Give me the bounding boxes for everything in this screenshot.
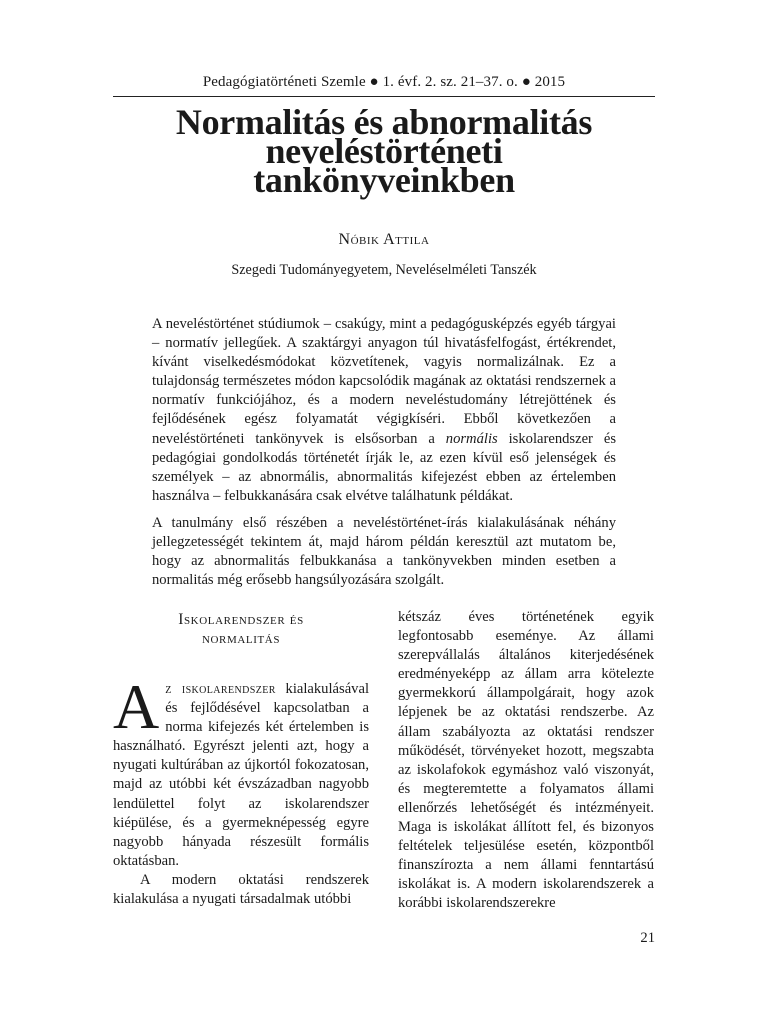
- author-affiliation: Szegedi Tudományegyetem, Neveléselméleti Tanszék: [231, 262, 537, 278]
- body-paragraph-1-text: kialakulásával és fejlődésével kapcsolatban a norma kifejezés két értelemben is használható. Egyrészt jelenti azt, hogy a nyugati kultúrában az újkortól fokozatosan, majd az utóbbi két évszázadban nagyobb lendülettel folyt az iskolarendszer kiépülése, és a gyermeknépesség egyre nagyobb hányada részesült formális oktatásban.: [113, 681, 369, 869]
- running-head: Pedagógiatörténeti Szemle ● 1. évf. 2. sz. 21–37. o. ● 2015: [202, 74, 566, 90]
- abstract-text-after: iskolarendszer és pedagógiai gondolkodás történetét írják le, az ezen kívül eső jelenségek és személyek – az abnormális, abnormalitás kifejezést ebben az értelemben használva – felbukkanására csak elvétve találhatunk példákat.: [152, 430, 616, 504]
- lead-in-text: z iskolarendszer: [165, 681, 276, 697]
- title-line-1: Normalitás és abnormalitás: [175, 102, 593, 142]
- body-paragraph-2-text-right: kétszáz éves történetének egyik legfontosabb eseménye. Az állami szerepvállalás általános kiterjedésének eredményeképp az állam arra kötelezte gyermekkorú állampolgárait, hogy azok lépjenek be az oktatási rendszerbe. Az állam szabályozta az oktatási rendszer működését, törvényeket hozott, megszabta az iskolafokok egymáshoz való viszonyát, és megteremtette a folyamatos állami ellenőrzés lehetőségét és intézményeit. Maga is iskolákat állított fel, és bizonyos feltételek teljesülése esetén, központből finanszírozta a nem állami fenntartású iskolákat is. A modern iskolarendszerek a korábbi iskolarendszerekre: [398, 609, 654, 912]
- section-heading: [113, 610, 369, 648]
- abstract: [152, 315, 616, 590]
- body-column-left: [113, 610, 369, 909]
- body-column-right: [398, 608, 654, 914]
- section-heading-line-2: normalitás: [201, 630, 281, 647]
- title-line-2: neveléstörténeti: [265, 131, 503, 171]
- abstract-emphasis: normális: [445, 430, 498, 447]
- article-title: [113, 102, 655, 200]
- section-heading-line-1: Iskolarendszer és: [178, 611, 304, 628]
- abstract-text-before: A neveléstörténet stúdiumok – csakúgy, mint a pedagógusképzés egyéb tárgyai – normatív jellegűek. A szaktárgyi anyagon túl hivatásfelfogást, értékrendet, kívánt viselkedésmódokat közvetítenek, vagyis normalizálnak. Ez a tulajdonság természetes módon kapcsolódik magának az oktatási rendszernek a normatív funkciójához, és a modern neveléstudomány létrejöttének és fejlődésének egész folyamatát végigkíséri. Ebből következően a neveléstörténeti tankönyvek is elsősorban a: [152, 316, 616, 447]
- body-paragraph-1: [113, 671, 369, 871]
- body-paragraph-2-start: [113, 871, 369, 909]
- abstract-paragraph-1: [152, 315, 616, 506]
- title-line-3: tankönyveinkben: [253, 160, 515, 200]
- abstract-paragraph-2: A tanulmány első részében a neveléstörténet-írás kialakulásának néhány jellegzetességét tekintem át, majd három példán keresztül azt mutatom be, hogy az abnormalitás felbukkanása a tankönyvekben minden esetben a normalitás még erősebb hangsúlyozására szolgált.: [152, 514, 616, 589]
- body-paragraph-2-continued: [398, 608, 654, 914]
- header-rule: [113, 96, 655, 97]
- author-name: Nóbik Attila: [338, 231, 430, 248]
- page-number: 21: [640, 930, 655, 946]
- drop-cap: A: [113, 671, 160, 742]
- body-paragraph-2-text-left: A modern oktatási rendszerek kialakulása a nyugati társadalmak utóbbi: [113, 871, 369, 908]
